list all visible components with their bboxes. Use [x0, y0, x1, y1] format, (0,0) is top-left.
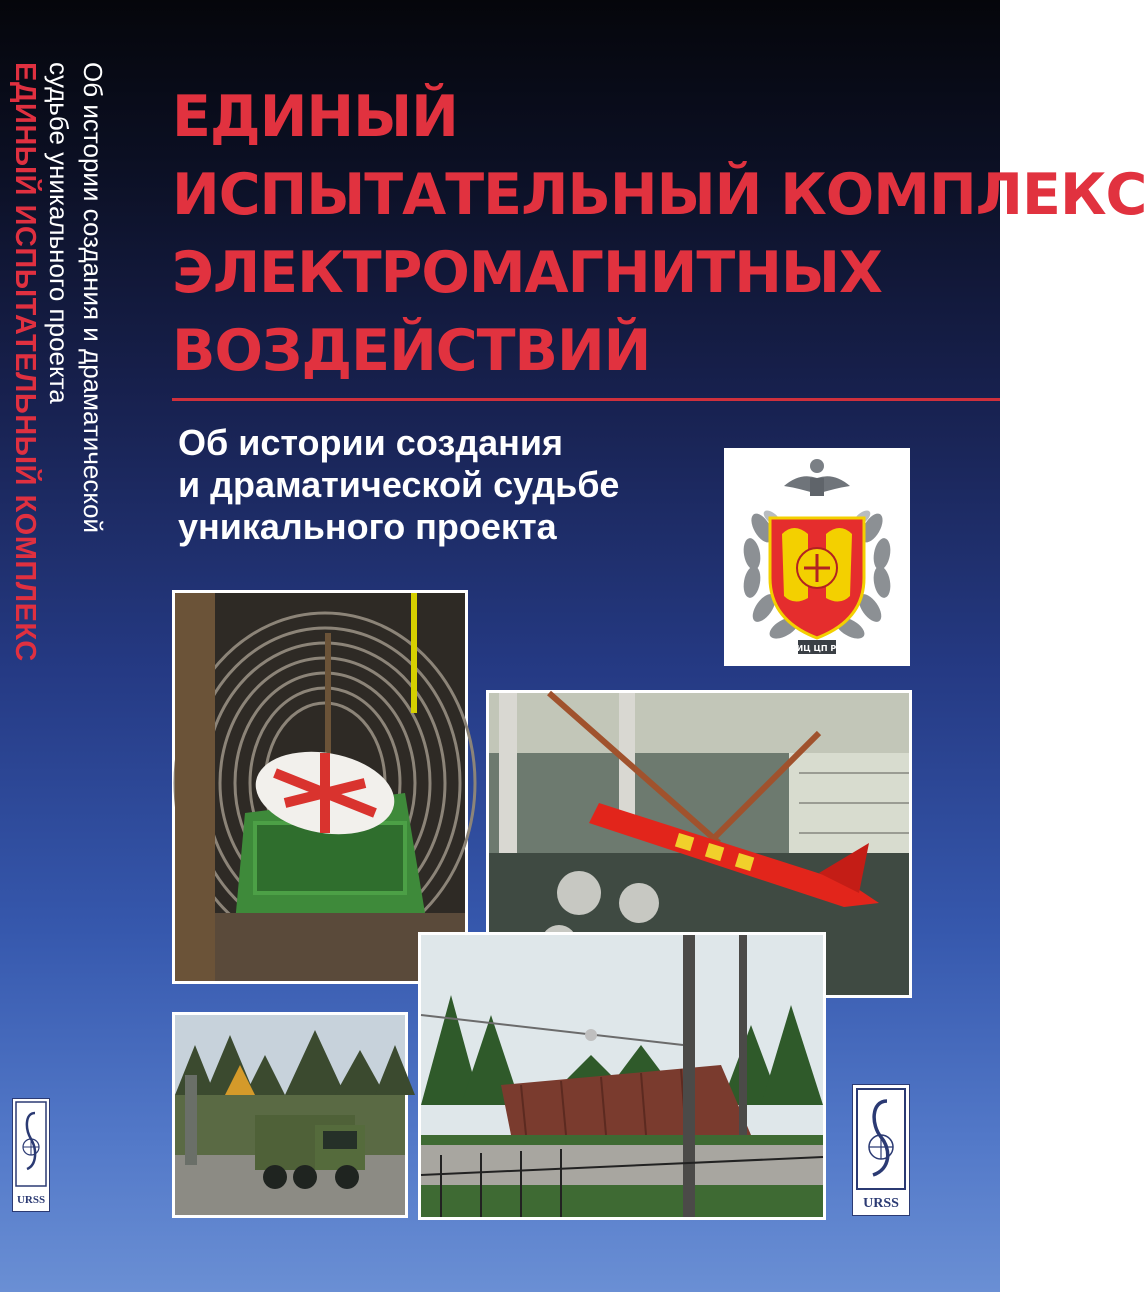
- military-truck-photo: [172, 1012, 408, 1218]
- subtitle-line-2: и драматической судьбе: [178, 464, 620, 505]
- spine-publisher-label: URSS: [16, 1194, 46, 1206]
- title-line-1: ЕДИНЫЙ: [172, 84, 458, 150]
- spine-subtitle: [44, 62, 110, 533]
- tunnel-test-object-photo: [172, 590, 468, 984]
- title-line-3: ЭЛЕКТРОМАГНИТНЫХ: [172, 240, 882, 306]
- book-title: [172, 78, 1146, 390]
- title-line-2: ИСПЫТАТЕЛЬНЫЙ КОМПЛЕКС: [172, 162, 1146, 228]
- emblem-icon: [724, 448, 910, 666]
- emblem-label: НИЦ ЦП РФ: [789, 644, 845, 653]
- publisher-label: URSS: [863, 1196, 899, 1211]
- book-spine: [0, 0, 140, 1292]
- test-site-hangar-photo: [418, 932, 826, 1220]
- subtitle-line-3: уникального проекта: [178, 506, 557, 547]
- book-subtitle: [178, 422, 718, 548]
- spine-subtitle-line-2: судьбе уникального проекта: [44, 62, 74, 404]
- publisher-logo: [852, 1084, 910, 1216]
- spine-subtitle-line-1: Об истории создания и драматической: [78, 62, 108, 533]
- spine-title-line-1: ЕДИНЫЙ ИСПЫТАТЕЛЬНЫЙ КОМПЛЕКС: [9, 62, 41, 662]
- emblem-badge: [724, 448, 910, 666]
- spine-publisher-logo: [12, 1098, 50, 1212]
- title-line-4: ВОЗДЕЙСТВИЙ: [172, 318, 651, 384]
- subtitle-line-1: Об истории создания: [178, 422, 563, 463]
- title-divider: [172, 398, 1000, 401]
